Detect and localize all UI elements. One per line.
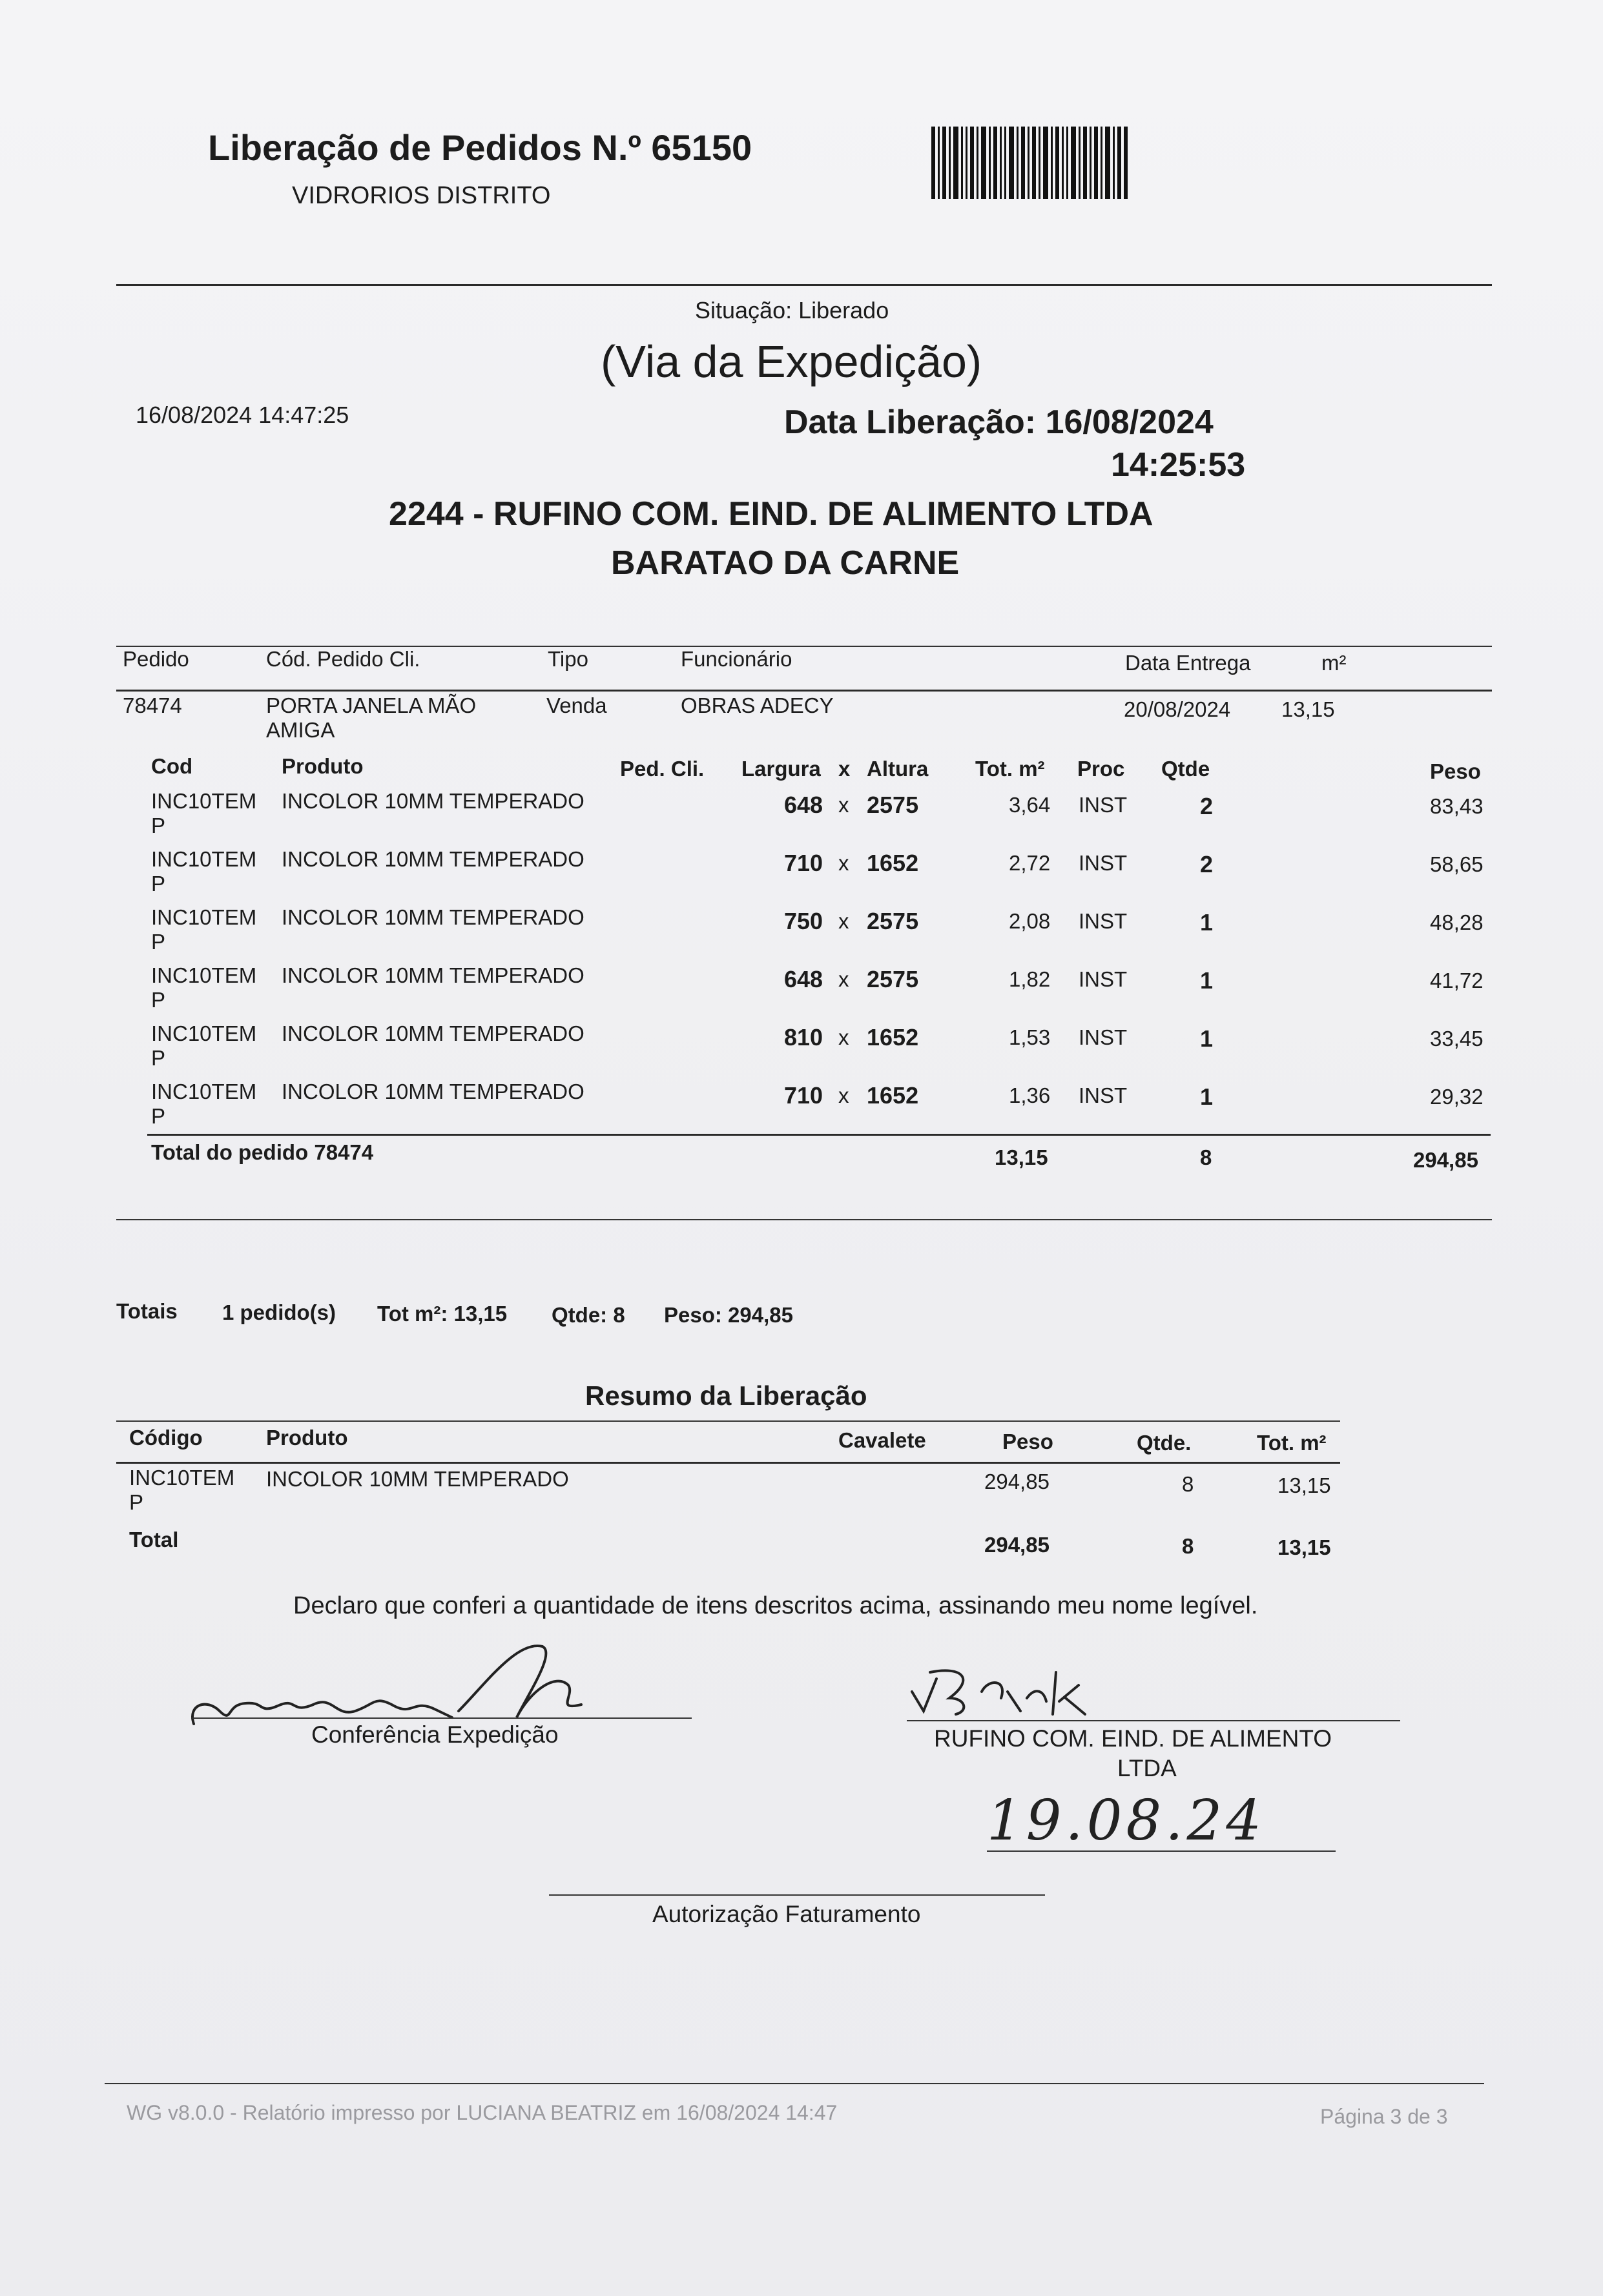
- summary-produto: INCOLOR 10MM TEMPERADO: [266, 1467, 569, 1491]
- summary-total-qtde: 8: [1182, 1534, 1194, 1558]
- item-produto: INCOLOR 10MM TEMPERADO: [282, 963, 584, 987]
- item-proc: INST: [1079, 793, 1128, 817]
- item-produto: INCOLOR 10MM TEMPERADO: [282, 789, 584, 813]
- item-tot-m2: 1,36: [1009, 1083, 1051, 1107]
- handwritten-signature-right: [904, 1653, 1150, 1724]
- print-datetime: 16/08/2024 14:47:25: [136, 402, 349, 428]
- items-col-qtde: Qtde: [1161, 757, 1210, 781]
- totals-qtde: Qtde: 8: [552, 1303, 625, 1327]
- item-x: x: [838, 909, 849, 933]
- item-produto: INCOLOR 10MM TEMPERADO: [282, 1080, 584, 1103]
- item-proc: INST: [1079, 1083, 1128, 1107]
- item-x: x: [838, 793, 849, 817]
- item-cod: INC10TEM: [151, 1080, 257, 1103]
- signature-caption-right-1: RUFINO COM. EIND. DE ALIMENTO: [934, 1725, 1332, 1752]
- liberation-date: Data Liberação: 16/08/2024: [784, 404, 1214, 441]
- footer-print-info: WG v8.0.0 - Relatório impresso por LUCIANA BEATRIZ em 16/08/2024 14:47: [127, 2101, 838, 2124]
- order-number: 78474: [123, 693, 182, 717]
- order-total-qtde: 8: [1200, 1145, 1212, 1169]
- summary-peso: 294,85: [984, 1470, 1050, 1493]
- order-total-m2: 13,15: [995, 1145, 1048, 1169]
- item-altura: 1652: [867, 850, 919, 876]
- order-client-code-line1: PORTA JANELA MÃO: [266, 693, 477, 717]
- items-col-ped-cli: Ped. Cli.: [620, 757, 705, 781]
- summary-qtde: 8: [1182, 1472, 1194, 1496]
- items-col-proc: Proc: [1077, 757, 1125, 781]
- item-produto: INCOLOR 10MM TEMPERADO: [282, 847, 584, 871]
- item-cod: INC10TEM: [151, 789, 257, 813]
- order-total-peso: 294,85: [1413, 1148, 1478, 1172]
- item-largura: 648: [784, 966, 823, 992]
- item-peso: 48,28: [1430, 910, 1484, 934]
- summary-col-qtde: Qtde.: [1137, 1431, 1192, 1455]
- item-qtde: 1: [1200, 1025, 1214, 1052]
- order-m2: 13,15: [1281, 697, 1335, 721]
- item-proc: INST: [1079, 1025, 1128, 1049]
- footer-divider: [105, 2083, 1484, 2084]
- section-divider: [116, 1219, 1492, 1220]
- status-text: Situação: Liberado: [695, 297, 889, 323]
- item-peso: 83,43: [1430, 794, 1484, 818]
- summary-top-line: [116, 1420, 1340, 1422]
- item-largura: 710: [784, 1082, 823, 1109]
- summary-codigo-suffix: P: [129, 1490, 144, 1514]
- header-divider: [116, 284, 1492, 286]
- order-client-code-line2: AMIGA: [266, 718, 335, 742]
- item-cod-suffix: P: [151, 930, 166, 954]
- item-tot-m2: 1,82: [1009, 967, 1051, 991]
- order-delivery-date: 20/08/2024: [1124, 697, 1231, 721]
- item-peso: 33,45: [1430, 1027, 1484, 1051]
- company-name: VIDRORIOS DISTRITO: [292, 182, 551, 209]
- summary-col-tot-m2: Tot. m²: [1257, 1431, 1327, 1455]
- via-title: (Via da Expedição): [601, 336, 982, 387]
- item-altura: 1652: [867, 1024, 919, 1051]
- items-col-largura: Largura: [741, 757, 821, 781]
- summary-total-peso: 294,85: [984, 1533, 1050, 1557]
- item-x: x: [838, 967, 849, 991]
- col-tipo: Tipo: [548, 647, 588, 671]
- item-cod: INC10TEM: [151, 963, 257, 987]
- signature-caption-right-2: LTDA: [1117, 1755, 1177, 1781]
- item-cod-suffix: P: [151, 814, 166, 837]
- item-peso: 58,65: [1430, 852, 1484, 876]
- col-pedido: Pedido: [123, 647, 189, 671]
- signature-line-right: [907, 1720, 1400, 1721]
- item-tot-m2: 2,72: [1009, 851, 1051, 875]
- authorization-caption: Autorização Faturamento: [652, 1901, 921, 1927]
- item-tot-m2: 2,08: [1009, 909, 1051, 933]
- items-col-produto: Produto: [282, 754, 364, 778]
- item-proc: INST: [1079, 851, 1128, 875]
- item-cod: INC10TEM: [151, 1021, 257, 1045]
- item-altura: 2575: [867, 792, 919, 818]
- items-col-tot-m2: Tot. m²: [975, 757, 1045, 781]
- totals-label: Totais: [116, 1299, 178, 1323]
- signature-line-left: [191, 1717, 692, 1719]
- summary-tot-m2: 13,15: [1277, 1473, 1331, 1497]
- item-qtde: 1: [1200, 909, 1214, 936]
- summary-total-label: Total: [129, 1528, 179, 1552]
- item-cod-suffix: P: [151, 872, 166, 896]
- col-cod-pedido-cli: Cód. Pedido Cli.: [266, 647, 420, 671]
- summary-codigo: INC10TEM: [129, 1466, 235, 1490]
- authorization-line: [549, 1894, 1045, 1896]
- item-peso: 29,32: [1430, 1085, 1484, 1109]
- handwritten-date: 19.08.24: [987, 1789, 1265, 1853]
- item-tot-m2: 1,53: [1009, 1025, 1051, 1049]
- summary-col-produto: Produto: [266, 1426, 348, 1450]
- item-qtde: 2: [1200, 851, 1214, 877]
- order-employee: OBRAS ADECY: [681, 693, 834, 717]
- liberation-time: 14:25:53: [1111, 446, 1246, 484]
- item-qtde: 2: [1200, 793, 1214, 819]
- item-cod: INC10TEM: [151, 905, 257, 929]
- item-cod-suffix: P: [151, 988, 166, 1012]
- item-proc: INST: [1079, 909, 1128, 933]
- item-qtde: 1: [1200, 1083, 1214, 1110]
- order-total-line: [147, 1134, 1491, 1136]
- item-cod-suffix: P: [151, 1104, 166, 1128]
- summary-header-line: [116, 1462, 1340, 1464]
- col-m2: m²: [1321, 651, 1347, 675]
- summary-total-m2: 13,15: [1277, 1535, 1331, 1559]
- col-funcionario: Funcionário: [681, 647, 792, 671]
- item-peso: 41,72: [1430, 969, 1484, 992]
- item-tot-m2: 3,64: [1009, 793, 1051, 817]
- item-x: x: [838, 1025, 849, 1049]
- item-x: x: [838, 851, 849, 875]
- client-name: 2244 - RUFINO COM. EIND. DE ALIMENTO LTDA: [389, 495, 1153, 533]
- totals-m2: Tot m²: 13,15: [377, 1302, 508, 1326]
- item-altura: 2575: [867, 908, 919, 934]
- declaration-text: Declaro que conferi a quantidade de itens descritos acima, assinando meu nome legível.: [293, 1592, 1258, 1619]
- item-largura: 710: [784, 850, 823, 876]
- items-col-cod: Cod: [151, 754, 193, 778]
- item-produto: INCOLOR 10MM TEMPERADO: [282, 905, 584, 929]
- item-largura: 750: [784, 908, 823, 934]
- item-cod-suffix: P: [151, 1046, 166, 1070]
- items-col-x: x: [838, 757, 851, 781]
- footer-page-number: Página 3 de 3: [1320, 2105, 1448, 2128]
- items-col-altura: Altura: [867, 757, 929, 781]
- item-produto: INCOLOR 10MM TEMPERADO: [282, 1021, 584, 1045]
- summary-col-codigo: Código: [129, 1426, 203, 1450]
- signature-caption-left: Conferência Expedição: [311, 1721, 559, 1748]
- item-x: x: [838, 1083, 849, 1107]
- order-total-label: Total do pedido 78474: [151, 1140, 374, 1164]
- totals-peso: Peso: 294,85: [664, 1303, 793, 1327]
- items-col-peso: Peso: [1430, 759, 1481, 783]
- client-fantasy-name: BARATAO DA CARNE: [611, 544, 960, 582]
- summary-title: Resumo da Liberação: [585, 1380, 867, 1411]
- item-altura: 1652: [867, 1082, 919, 1109]
- document-title: Liberação de Pedidos N.º 65150: [208, 127, 752, 168]
- item-altura: 2575: [867, 966, 919, 992]
- item-qtde: 1: [1200, 967, 1214, 994]
- item-cod: INC10TEM: [151, 847, 257, 871]
- totals-pedidos: 1 pedido(s): [222, 1300, 336, 1324]
- date-line: [987, 1850, 1336, 1852]
- summary-col-peso: Peso: [1002, 1430, 1053, 1453]
- barcode-icon: [931, 127, 1177, 199]
- order-table-header-line: [116, 690, 1492, 692]
- summary-col-cavalete: Cavalete: [838, 1428, 926, 1452]
- item-largura: 810: [784, 1024, 823, 1051]
- item-largura: 648: [784, 792, 823, 818]
- item-proc: INST: [1079, 967, 1128, 991]
- col-data-entrega: Data Entrega: [1125, 651, 1251, 675]
- order-type: Venda: [546, 693, 607, 717]
